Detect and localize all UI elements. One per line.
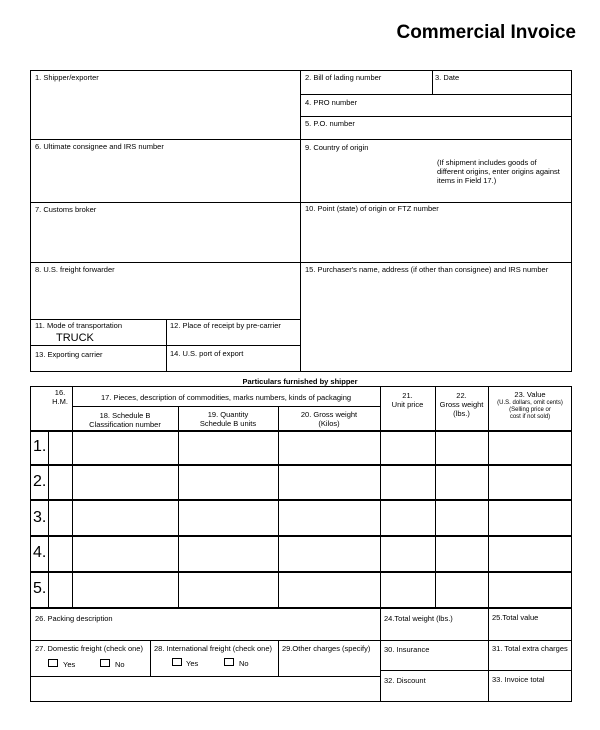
field-30-label: 30. Insurance	[384, 645, 430, 654]
field-9-note-line-3: items in Field 17.)	[437, 176, 497, 185]
field-29-label: 29.Other charges (specify)	[282, 644, 371, 653]
field-10-label: 10. Point (state) of origin or FTZ number	[305, 204, 439, 213]
field-11-value[interactable]: TRUCK	[56, 332, 94, 344]
international-freight-no-label: No	[239, 659, 249, 668]
domestic-freight-yes-label: Yes	[63, 660, 76, 669]
international-freight-yes-label: Yes	[186, 659, 199, 668]
domestic-freight-no-label: No	[115, 660, 125, 669]
field-11-label: 11. Mode of transportation	[35, 321, 122, 330]
row-number-2: 2.	[33, 473, 47, 490]
row-number-1: 1.	[33, 438, 47, 455]
particulars-heading: Particulars furnished by shipper	[242, 377, 358, 386]
field-32-label: 32. Discount	[384, 676, 426, 685]
col-23-label-b: (U.S. dollars, omit cents)	[497, 400, 563, 406]
field-27-label: 27. Domestic freight (check one)	[35, 644, 143, 653]
col-21-label-a: 21.	[402, 391, 413, 400]
field-1-label: 1. Shipper/exporter	[35, 73, 99, 82]
field-5-label: 5. P.O. number	[305, 119, 355, 128]
field-25-label: 25.Total value	[492, 613, 539, 622]
row-number-5: 5.	[33, 580, 47, 597]
field-28-label: 28. International freight (check one)	[154, 644, 272, 653]
field-8-label: 8. U.S. freight forwarder	[35, 265, 115, 274]
field-26-label: 26. Packing description	[35, 614, 113, 623]
col-16-label-b: H.M.	[52, 397, 68, 406]
field-6-label: 6. Ultimate consignee and IRS number	[35, 142, 164, 151]
row-number-4: 4.	[33, 544, 47, 561]
domestic-freight-no-checkbox[interactable]	[100, 659, 110, 667]
field-9-note-line-2: different origins, enter origins against	[437, 167, 560, 176]
international-freight-yes-checkbox[interactable]	[172, 658, 182, 666]
col-19-label-b: Schedule B units	[199, 419, 257, 428]
document-title: Commercial Invoice	[396, 22, 576, 43]
col-21-label-b: Unit price	[391, 400, 424, 409]
field-2-label: 2. Bill of lading number	[305, 73, 382, 82]
field-33-label: 33. Invoice total	[492, 675, 545, 684]
col-18-label-a: 18. Schedule B	[99, 411, 151, 420]
col-17-label: 17. Pieces, description of commodities, marks numbers, kinds of packaging	[100, 393, 352, 402]
col-22-label-c: (lbs.)	[453, 409, 470, 418]
field-7-label: 7. Customs broker	[35, 205, 97, 214]
field-3-label: 3. Date	[435, 73, 460, 82]
col-18-label-b: Classification number	[89, 420, 161, 429]
col-23-label-d: cost if not sold)	[509, 414, 551, 420]
field-14-label: 14. U.S. port of export	[170, 349, 244, 358]
col-19-label-a: 19. Quantity	[207, 410, 249, 419]
field-31-label: 31. Total extra charges	[492, 644, 568, 653]
col-23-label-c: (Selling price or	[509, 407, 551, 413]
col-23-label-a: 23. Value	[514, 390, 546, 399]
field-13-label: 13. Exporting carrier	[35, 350, 103, 359]
col-20-label-b: (Kilos)	[318, 419, 340, 428]
international-freight-no-checkbox[interactable]	[224, 658, 234, 666]
field-4-label: 4. PRO number	[305, 98, 358, 107]
col-22-label-a: 22.	[456, 391, 467, 400]
row-number-3: 3.	[33, 509, 47, 526]
col-16-label-a: 16.	[54, 388, 66, 397]
field-9-note-line-1: (If shipment includes goods of	[437, 158, 537, 167]
field-24-label: 24.Total weight (lbs.)	[384, 614, 453, 623]
col-22-label-b: Gross weight	[439, 400, 484, 409]
field-9-label: 9. Country of origin	[305, 143, 369, 152]
field-12-label: 12. Place of receipt by pre-carrier	[170, 321, 281, 330]
col-20-label-a: 20. Gross weight	[300, 410, 358, 419]
field-15-label: 15. Purchaser's name, address (if other than consignee) and IRS number	[305, 265, 549, 274]
domestic-freight-yes-checkbox[interactable]	[48, 659, 58, 667]
